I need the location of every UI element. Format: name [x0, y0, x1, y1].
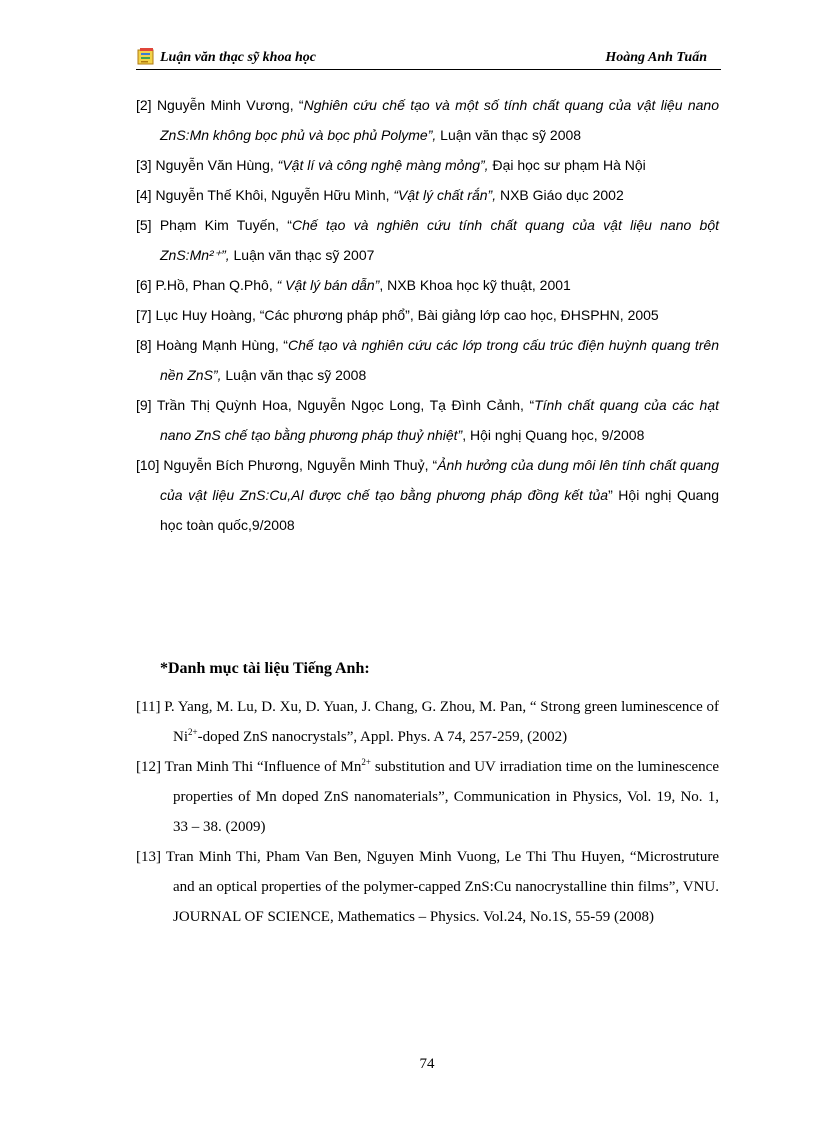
reference-item: [2] Nguyễn Minh Vương, “Nghiên cứu chế tạo và một số tính chất quang của vật liệu nano ZnS:Mn không bọc phủ và bọc phủ Polyme”, Luận văn thạc sỹ 2008	[136, 97, 719, 143]
reference-title: Chế tạo và nghiên cứu tính chất quang của vật liệu nano bột ZnS:Mn²⁺”,	[160, 217, 720, 263]
reference-number: [4]	[136, 187, 152, 203]
vietnamese-reference-list	[136, 90, 719, 540]
reference-item: [11] P. Yang, M. Lu, D. Xu, D. Yuan, J. Chang, G. Zhou, M. Pan, “ Strong green luminescence of $Ni^{2+}$-doped ZnS nanocrystals”, Appl. Phys. A 74, 257-259, (2002)	[136, 699, 719, 745]
section-heading: *Danh mục tài liệu Tiếng Anh:	[160, 660, 370, 677]
reference-number: [6]	[136, 277, 152, 293]
reference-item: [4] Nguyễn Thế Khôi, Nguyễn Hữu Mình, “Vật lý chất rắn”, NXB Giáo dục 2002	[136, 187, 624, 203]
reference-title: “Vật lý chất rắn”,	[393, 187, 497, 203]
reference-item: [13] Tran Minh Thi, Pham Van Ben, Nguyen Minh Vuong, Le Thi Thu Huyen, “Microstruture and an optical properties of the polymer-capped ZnS:Cu nanocrystalline thin films”, VNU. JOURNAL OF SCIENCE, Mathematics – Physics. Vol.24, No.1S, 55-59 (2008)	[136, 849, 719, 925]
reference-number: [13]	[136, 849, 161, 865]
reference-title: Ảnh hưởng của dung môi lên tính chất quang của vật liệu ZnS:Cu,Al được chế tạo bằng phương pháp đồng kết tủa	[160, 457, 719, 503]
reference-number: [8]	[136, 337, 152, 353]
reference-title: “ Vật lý bán dẫn”	[276, 277, 380, 293]
reference-item: [6] P.Hồ, Phan Q.Phô, “ Vật lý bán dẫn”, NXB Khoa học kỹ thuật, 2001	[136, 277, 571, 293]
reference-title: Chế tạo và nghiên cứu các lớp trong cấu trúc điện huỳnh quang trên nền ZnS”,	[160, 337, 719, 383]
english-reference-list	[136, 692, 719, 932]
reference-item: [12] Tran Minh Thi “Influence of $Mn^{2+}$ substitution and UV irradiation time on the luminescence properties of Mn doped ZnS nanomaterials”, Communication in Physics, Vol. 19, No. 1, 33 – 38. (2009)	[136, 757, 719, 835]
reference-title: Tính chất quang của các hạt nano ZnS chế tạo bằng phương pháp thuỷ nhiệt”	[160, 397, 719, 443]
reference-number: [3]	[136, 157, 152, 173]
reference-number: [9]	[136, 397, 152, 413]
reference-title: “Vật lí và công nghệ màng mỏng”,	[277, 157, 489, 173]
reference-item: [8] Hoàng Mạnh Hùng, “Chế tạo và nghiên cứu các lớp trong cấu trúc điện huỳnh quang trên nền ZnS”, Luận văn thạc sỹ 2008	[136, 337, 719, 383]
reference-item: [7] Lục Huy Hoàng, “Các phương pháp phổ”, Bài giảng lớp cao học, ĐHSPHN, 2005	[136, 307, 659, 323]
reference-number: [11]	[136, 699, 161, 715]
header-title: Luận văn thạc sỹ khoa học	[160, 50, 316, 65]
book-icon	[136, 46, 156, 66]
reference-item: [10] Nguyễn Bích Phương, Nguyễn Minh Thuỷ, “Ảnh hưởng của dung môi lên tính chất quang của vật liệu ZnS:Cu,Al được chế tạo bằng phương pháp đồng kết tủa” Hội nghị Quang học toàn quốc,9/2008	[136, 457, 719, 533]
page-number: 74	[419, 1056, 435, 1072]
reference-number: [10]	[136, 457, 160, 473]
header-rule	[136, 69, 721, 70]
header-author: Hoàng Anh Tuấn	[605, 50, 707, 65]
reference-title: Nghiên cứu chế tạo và một số tính chất quang của vật liệu nano ZnS:Mn không bọc phủ và bọc phủ Polyme”,	[160, 97, 719, 143]
reference-number: [7]	[136, 307, 152, 323]
reference-item: [9] Trần Thị Quỳnh Hoa, Nguyễn Ngọc Long, Tạ Đình Cảnh, “Tính chất quang của các hạt nano ZnS chế tạo bằng phương pháp thuỷ nhiệt”, Hội nghị Quang học, 9/2008	[136, 397, 719, 443]
reference-item: [3] Nguyễn Văn Hùng, “Vật lí và công nghệ màng mỏng”, Đại học sư phạm Hà Nội	[136, 157, 646, 173]
reference-number: [2]	[136, 97, 152, 113]
page-header	[136, 44, 721, 70]
reference-number: [5]	[136, 217, 152, 233]
reference-item: [5] Phạm Kim Tuyến, “Chế tạo và nghiên cứu tính chất quang của vật liệu nano bột ZnS:Mn²⁺”, Luận văn thạc sỹ 2007	[136, 217, 720, 263]
reference-number: [12]	[136, 759, 161, 775]
